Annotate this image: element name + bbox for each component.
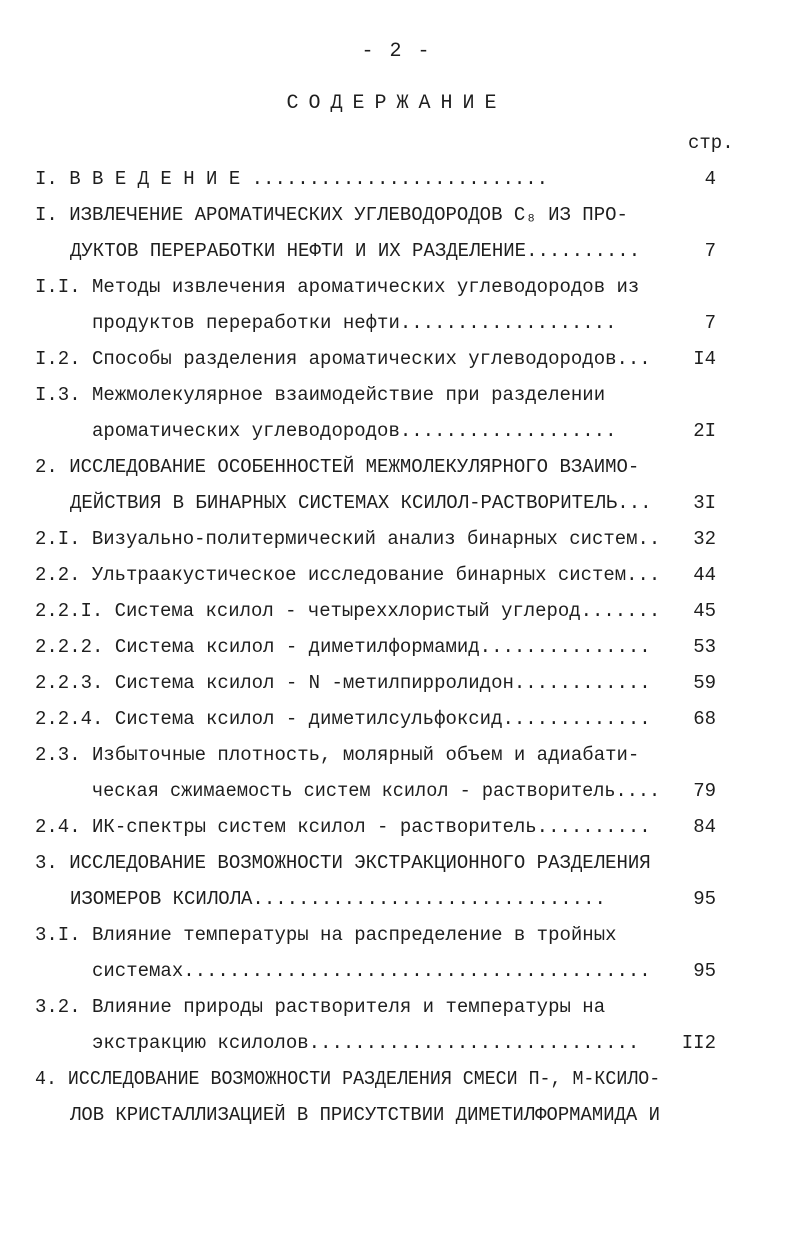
toc-entry-page: 84	[693, 816, 716, 838]
toc-entry-page: 2I	[693, 420, 716, 442]
toc-entry-page: 7	[704, 240, 716, 262]
toc-entry-text: ческая сжимаемость систем ксилол - растворитель....	[92, 780, 661, 802]
toc-entry-page: 59	[693, 672, 716, 694]
page-column-label: стр.	[688, 132, 734, 154]
toc-entry-text: I.2. Способы разделения ароматических углеводородов...	[35, 348, 651, 370]
toc-entry-text: ИЗОМЕРОВ КСИЛОЛА...............................	[70, 888, 606, 910]
toc-entry-text: I.I. Методы извлечения ароматических углеводородов из	[35, 276, 640, 298]
page-title: СОДЕРЖАНИЕ	[286, 92, 507, 115]
toc-entry-page: II2	[681, 1032, 716, 1054]
toc-entry-text: 2.2.2. Система ксилол - диметилформамид...............	[35, 636, 651, 658]
toc-entry-page: 68	[693, 708, 716, 730]
toc-entry-text: 2.2. Ультраакустическое исследование бинарных систем...	[35, 564, 661, 586]
toc-entry-page: 53	[693, 636, 716, 658]
toc-entry-page: 44	[693, 564, 716, 586]
page-number: - 2 -	[361, 40, 432, 63]
toc-entry-text: ароматических углеводородов...................	[92, 420, 617, 442]
toc-entry-text: I.3. Межмолекулярное взаимодействие при разделении	[35, 384, 606, 406]
toc-entry-page: 79	[693, 780, 716, 802]
toc-entry-page: I4	[693, 348, 716, 370]
toc-entry-text: 3. ИССЛЕДОВАНИЕ ВОЗМОЖНОСТИ ЭКСТРАКЦИОННОГО РАЗДЕЛЕНИЯ	[35, 852, 651, 874]
toc-entry-page: 7	[704, 312, 716, 334]
toc-entry-page: 32	[693, 528, 716, 550]
toc-entry-text: 2.3. Избыточные плотность, молярный объем и адиабати-	[35, 744, 640, 766]
toc-entry-text: 4. ИССЛЕДОВАНИЕ ВОЗМОЖНОСТИ РАЗДЕЛЕНИЯ СМЕСИ П-, М-КСИЛО-	[35, 1068, 661, 1090]
toc-entry-text: 2.2.4. Система ксилол - диметилсульфоксид.............	[35, 708, 651, 730]
toc-entry-text: продуктов переработки нефти...................	[92, 312, 617, 334]
toc-entry-text: ДУКТОВ ПЕРЕРАБОТКИ НЕФТИ И ИХ РАЗДЕЛЕНИЕ..........	[70, 240, 641, 262]
toc-entry-text: 2.4. ИК-спектры систем ксилол - растворитель..........	[35, 816, 651, 838]
toc-entry-page: 45	[693, 600, 716, 622]
toc-entry-page: 95	[693, 888, 716, 910]
toc-entry-page: 3I	[693, 492, 716, 514]
toc-entry-text: 2.2.I. Система ксилол - четыреххлористый углерод.......	[35, 600, 661, 622]
toc-entry-text: 3.I. Влияние температуры на распределение в тройных	[35, 924, 617, 946]
toc-entry-page: 95	[693, 960, 716, 982]
toc-entry-text: ДЕЙСТВИЯ В БИНАРНЫХ СИСТЕМАХ КСИЛОЛ-РАСТВОРИТЕЛЬ...	[70, 492, 652, 514]
toc-entry-text: 3.2. Влияние природы растворителя и температуры на	[35, 996, 606, 1018]
toc-entry-text: ЛОВ КРИСТАЛЛИЗАЦИЕЙ В ПРИСУТСТВИИ ДИМЕТИЛФОРМАМИДА И	[70, 1104, 660, 1126]
toc-entry-text: I. ИЗВЛЕЧЕНИЕ АРОМАТИЧЕСКИХ УГЛЕВОДОРОДОВ C₈ ИЗ ПРО-	[35, 204, 628, 226]
toc-entry-text: 2.I. Визуально-политермический анализ бинарных систем..	[35, 528, 661, 550]
toc-entry-text: системах.........................................	[92, 960, 651, 982]
toc-entry-text: экстракцию ксилолов.............................	[92, 1032, 640, 1054]
toc-entry-text: I. В В Е Д Е Н И Е ..........................	[35, 168, 549, 190]
toc-entry-text: 2. ИССЛЕДОВАНИЕ ОСОБЕННОСТЕЙ МЕЖМОЛЕКУЛЯРНОГО ВЗАИМО-	[35, 456, 640, 478]
toc-entry-text: 2.2.3. Система ксилол - N -метилпирролидон............	[35, 672, 651, 694]
toc-entry-page: 4	[704, 168, 716, 190]
